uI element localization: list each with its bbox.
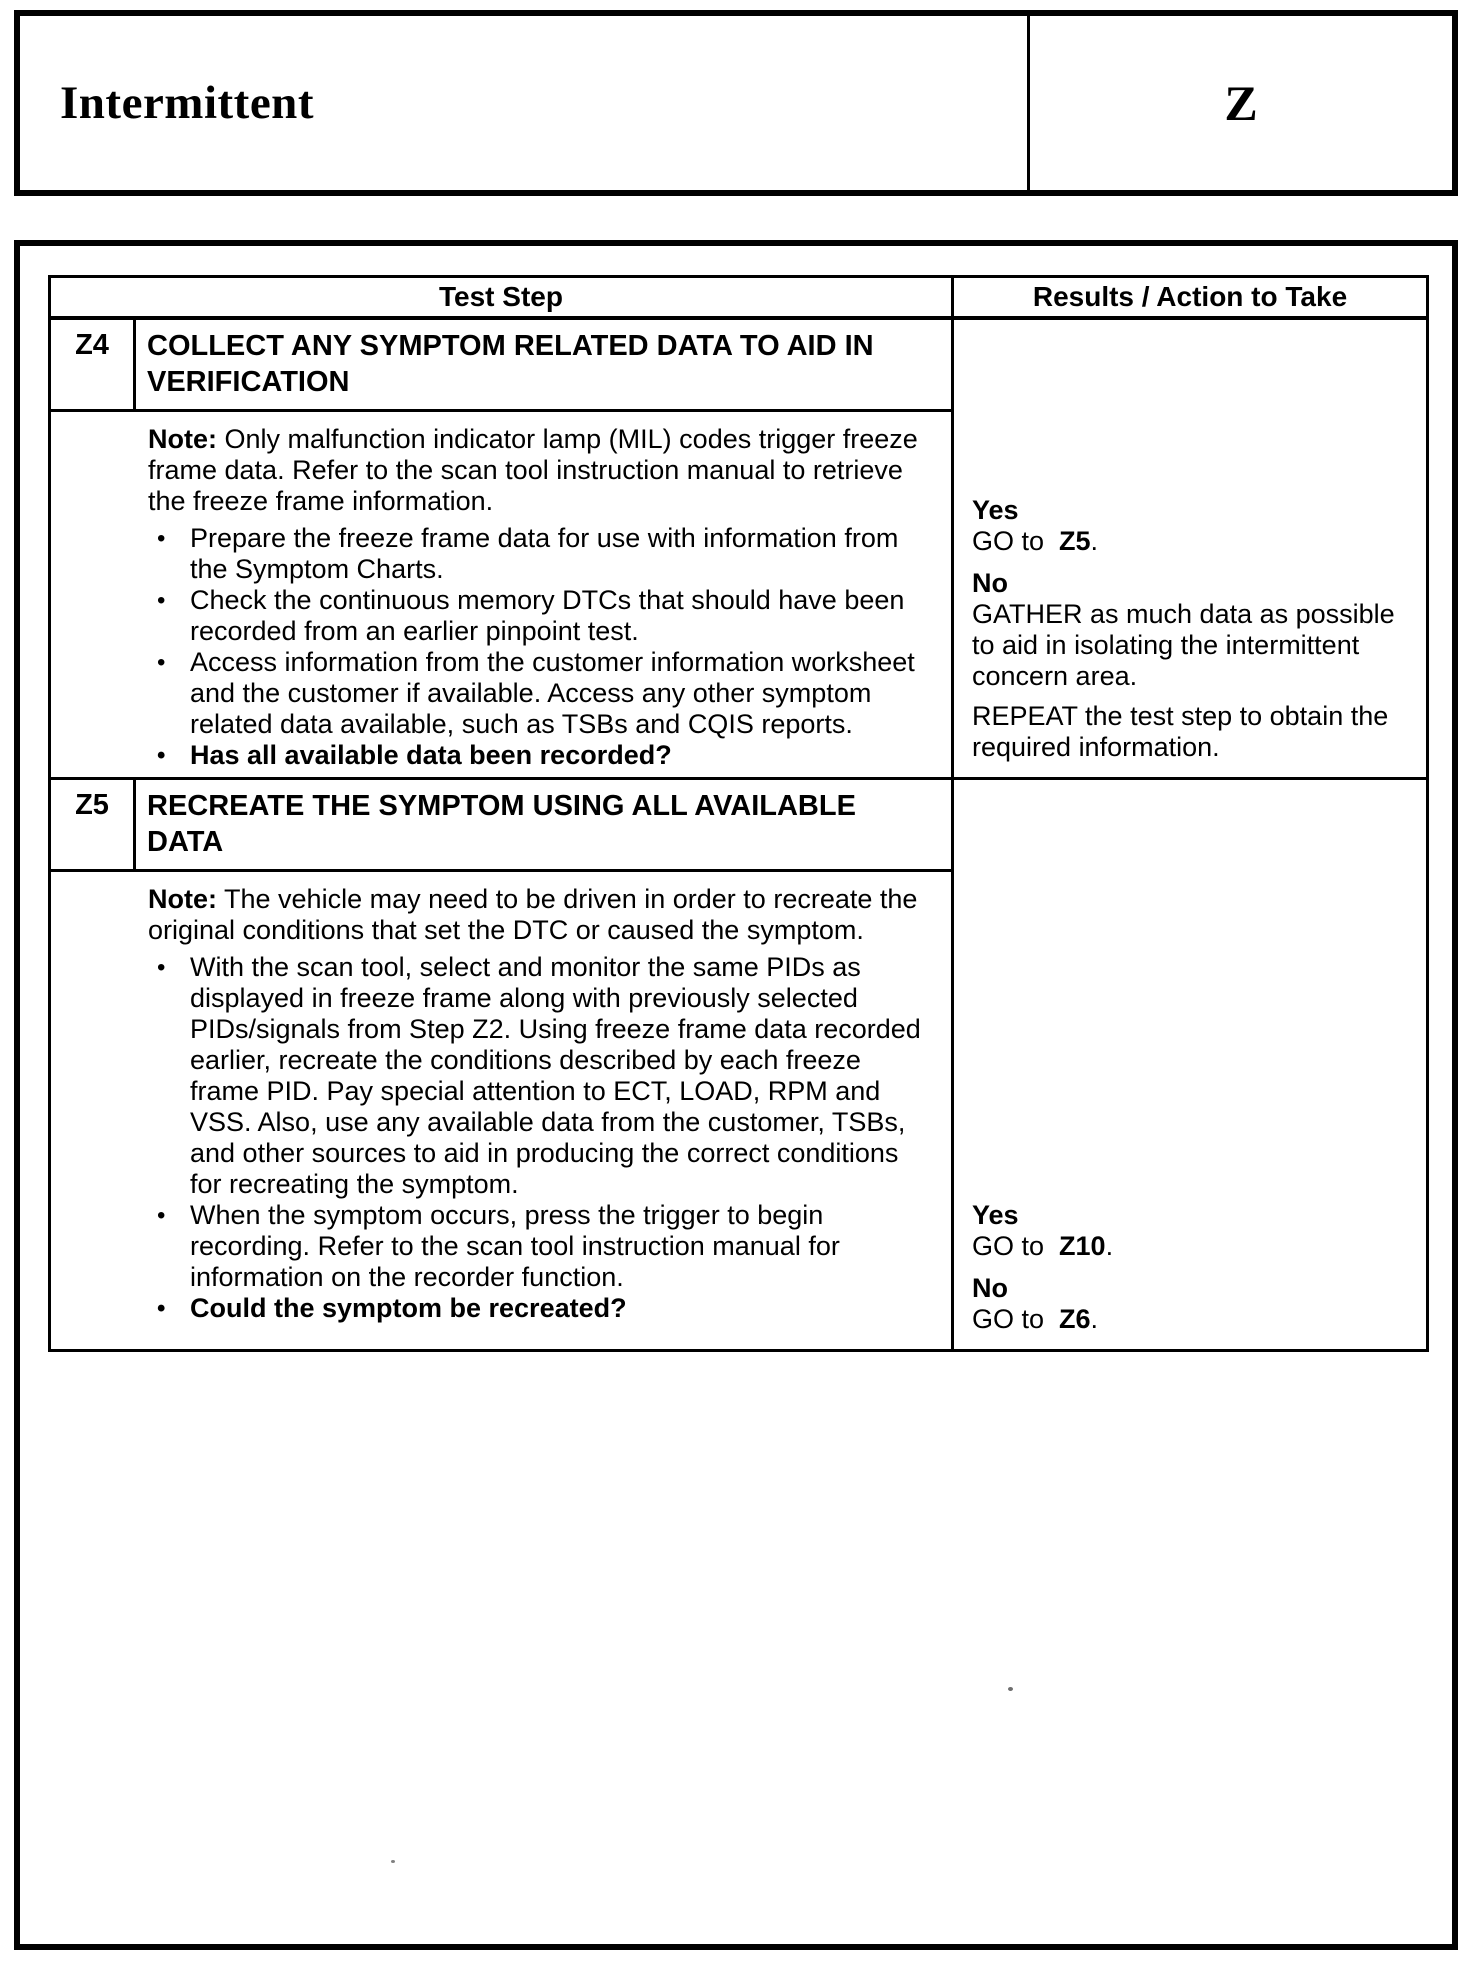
goto-pre: GO to xyxy=(972,526,1045,556)
step-id-z5: Z5 xyxy=(51,780,136,869)
list-item xyxy=(148,523,937,585)
list-item xyxy=(148,647,937,740)
note-text: Only malfunction indicator lamp (MIL) codes trigger freeze frame data. Refer to the scan tool instruction manual to retrieve the freeze frame information. xyxy=(148,424,918,516)
list-item xyxy=(148,585,937,647)
goto-pre: GO to xyxy=(972,1304,1045,1334)
no-label: No xyxy=(972,568,1008,598)
bullet-icon: • xyxy=(157,649,166,676)
yes-label: Yes xyxy=(972,495,1019,525)
note-label: Note: xyxy=(148,424,217,454)
pinpoint-test-table xyxy=(48,275,1429,1352)
bullet-list-z4 xyxy=(148,523,937,771)
step-title-row-z5 xyxy=(51,780,951,872)
note-label: Note: xyxy=(148,884,217,914)
result-no-block xyxy=(972,568,1420,763)
page-header-right xyxy=(1027,16,1452,190)
bullet-icon: • xyxy=(157,954,166,981)
bullet-icon: • xyxy=(157,742,166,769)
goto-line xyxy=(972,1304,1420,1335)
test-step-cell-z5 xyxy=(51,780,954,1349)
goto-post: . xyxy=(1090,526,1099,556)
scan-artifact-speck xyxy=(391,1860,395,1863)
bullet-list-z5 xyxy=(148,952,937,1324)
bullet-text: Prepare the freeze frame data for use with information from the Symptom Charts. xyxy=(190,523,899,584)
column-header-test-step: Test Step xyxy=(51,278,954,316)
result-yes-block xyxy=(972,495,1420,557)
goto-target: Z6 xyxy=(1059,1304,1091,1334)
list-item-question xyxy=(148,1293,937,1324)
goto-target: Z5 xyxy=(1059,526,1091,556)
step-title-z5: RECREATE THE SYMPTOM USING ALL AVAILABLE DATA xyxy=(147,790,856,858)
bullet-icon: • xyxy=(157,525,166,552)
step-body-z4 xyxy=(51,412,951,777)
goto-line xyxy=(972,1231,1420,1262)
test-step-cell-z4 xyxy=(51,320,954,777)
bullet-text: Check the continuous memory DTCs that should have been recorded from an earlier pinpoint test. xyxy=(190,585,905,646)
step-body-z5 xyxy=(51,872,951,1349)
bullet-text: Could the symptom be recreated? xyxy=(190,1293,627,1323)
note-paragraph xyxy=(148,884,937,946)
result-yes-block xyxy=(972,1200,1420,1262)
goto-pre: GO to xyxy=(972,1231,1045,1261)
scan-artifact-speck xyxy=(1008,1687,1013,1691)
step-title-z4: COLLECT ANY SYMPTOM RELATED DATA TO AID IN VERIFICATION xyxy=(147,330,874,398)
list-item xyxy=(148,952,937,1200)
step-title-row-z4 xyxy=(51,320,951,412)
test-step-row-z5 xyxy=(51,777,1426,1349)
page-header-left xyxy=(20,16,1027,190)
bullet-text: With the scan tool, select and monitor the same PIDs as displayed in freeze frame along with previously selected PIDs/signals from Step Z2. Using freeze frame data recorded earlier, recreate the conditions described by each freeze frame PID. Pay special attention to ECT, LOAD, RPM and VSS. Also, use any available data from the customer, TSBs, and other sources to aid in producing the correct conditions for recreating the symptom. xyxy=(190,952,921,1199)
goto-post: . xyxy=(1105,1231,1114,1261)
note-paragraph xyxy=(148,424,937,517)
bullet-text: Has all available data been recorded? xyxy=(190,740,672,770)
results-cell-z4 xyxy=(954,320,1426,777)
page-header xyxy=(14,10,1458,196)
column-header-results: Results / Action to Take xyxy=(1032,281,1348,312)
content-frame xyxy=(14,240,1458,1950)
goto-target: Z10 xyxy=(1059,1231,1106,1261)
no-label: No xyxy=(972,1273,1008,1303)
table-header-row xyxy=(51,278,1426,320)
page-title: Intermittent xyxy=(60,77,314,129)
note-text: The vehicle may need to be driven in order to recreate the original conditions that set the DTC or caused the symptom. xyxy=(148,884,918,945)
bullet-icon: • xyxy=(157,587,166,614)
yes-label: Yes xyxy=(972,1200,1019,1230)
result-no-block xyxy=(972,1273,1420,1335)
bullet-icon: • xyxy=(157,1295,166,1322)
list-item-question xyxy=(148,740,937,771)
goto-post: . xyxy=(1090,1304,1099,1334)
bullet-text: When the symptom occurs, press the trigger to begin recording. Refer to the scan tool instruction manual for information on the recorder function. xyxy=(190,1200,840,1292)
test-step-row-z4 xyxy=(51,320,1426,777)
step-id-z4: Z4 xyxy=(51,320,136,409)
result-paragraph: REPEAT the test step to obtain the required information. xyxy=(972,701,1389,762)
goto-line xyxy=(972,526,1420,557)
results-cell-z5 xyxy=(954,780,1426,1349)
bullet-text: Access information from the customer information worksheet and the customer if available. Access any other symptom related data available, such as TSBs and CQIS reports. xyxy=(190,647,915,739)
section-letter: Z xyxy=(1224,75,1258,131)
bullet-icon: • xyxy=(157,1202,166,1229)
list-item xyxy=(148,1200,937,1293)
result-paragraph: GATHER as much data as possible to aid in isolating the intermittent concern area. xyxy=(972,599,1395,691)
